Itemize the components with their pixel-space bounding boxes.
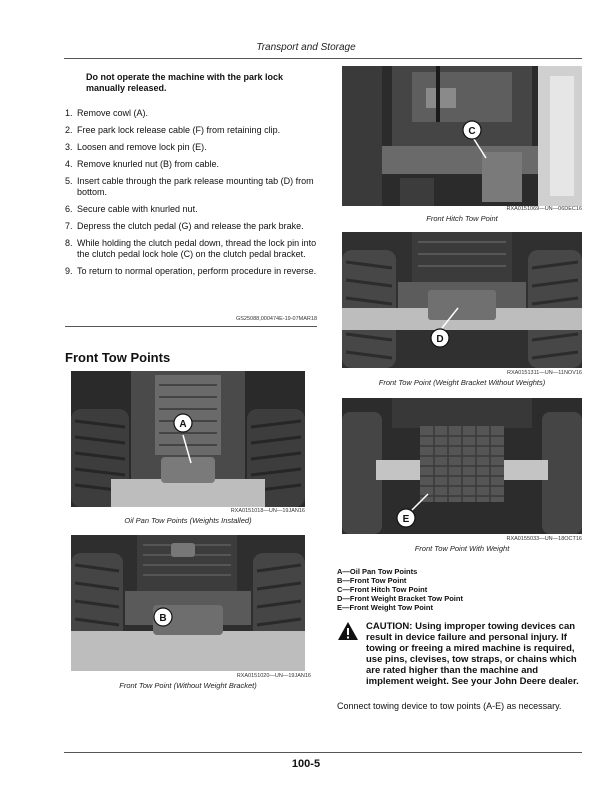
step-item: 7. Depress the clutch pedal (G) and release the park brake. [65, 221, 304, 231]
callout-label: B [159, 613, 167, 624]
connect-instruction: Connect towing device to tow points (A-E) as necessary. [337, 701, 562, 711]
legend-item: C—Front Hitch Tow Point [337, 585, 428, 594]
legend-item: A—Oil Pan Tow Points [337, 567, 418, 576]
callout-label: A [179, 419, 187, 430]
figure-caption: Front Hitch Tow Point [426, 214, 498, 223]
figure-caption: Front Tow Point With Weight [414, 544, 510, 553]
figure-code: RXA0151020—UN—19JAN16 [236, 673, 311, 679]
step-item: 4. Remove knurled nut (B) from cable. [65, 159, 220, 169]
footer-divider [64, 752, 582, 753]
step-item: 6. Secure cable with knurled nut. [65, 204, 198, 214]
callout-label: D [436, 334, 444, 345]
page-number: 100-5 [291, 758, 321, 770]
section-title: Front Tow Points [65, 350, 171, 365]
figure-caption: Oil Pan Tow Points (Weights Installed) [124, 516, 252, 525]
legend-item: D—Front Weight Bracket Tow Point [337, 594, 463, 603]
section-divider [65, 326, 317, 327]
tow-point-legend [337, 567, 587, 612]
figure-code: RXA0151311—UN—11NOV16 [506, 370, 582, 376]
figure-code: RXA0151018—UN—19JAN16 [230, 508, 305, 514]
figure-code: RXA0151069—UN—06DEC16 [506, 206, 582, 212]
warning-triangle-icon [337, 621, 359, 641]
step-item: 3. Loosen and remove lock pin (E). [65, 142, 207, 152]
legend-item: B—Front Tow Point [337, 576, 407, 585]
procedure-steps [65, 108, 317, 283]
header-divider [64, 58, 582, 59]
figure-weight-bracket-tow-point [342, 232, 582, 368]
park-lock-warning: Do not operate the machine with the park lock manually released. [86, 72, 284, 93]
step-item: 5. Insert cable through the park release mounting tab (D) from bottom. [65, 176, 314, 197]
figure-front-hitch-tow-point [342, 66, 582, 206]
figure-front-weight-tow-point [342, 398, 582, 534]
callout-label: E [402, 514, 410, 525]
step-item: 8. While holding the clutch pedal down, thread the lock pin into the clutch pedal lock hole (C) on the clutch pedal bracket. [65, 238, 317, 259]
figure-caption: Front Tow Point (Without Weight Bracket) [119, 681, 257, 690]
figure-caption: Front Tow Point (Weight Bracket Without Weights) [378, 378, 546, 387]
figure-code: RXA0155033—UN—18OCT16 [506, 536, 582, 542]
step-item: 1. Remove cowl (A). [65, 108, 149, 118]
procedure-reference-code: GS25088,000474E-19-07MAR18 [235, 316, 317, 322]
legend-item: E—Front Weight Tow Point [337, 603, 433, 612]
caution-text: CAUTION: Using improper towing devices can result in device failure and personal injury. If towing or freeing a mired machine is required, use pins, clevises, tow straps, or chains which are rated higher than the machine and implement weight. See your John Deere dealer. [366, 621, 579, 687]
step-item: 2. Free park lock release cable (F) from retaining clip. [65, 125, 281, 135]
figure-oil-pan-tow-points [71, 371, 305, 507]
step-item: 9. To return to normal operation, perform procedure in reverse. [65, 266, 317, 276]
page-header: Transport and Storage [256, 42, 356, 53]
callout-label: C [468, 126, 476, 137]
figure-front-tow-point [71, 535, 305, 671]
